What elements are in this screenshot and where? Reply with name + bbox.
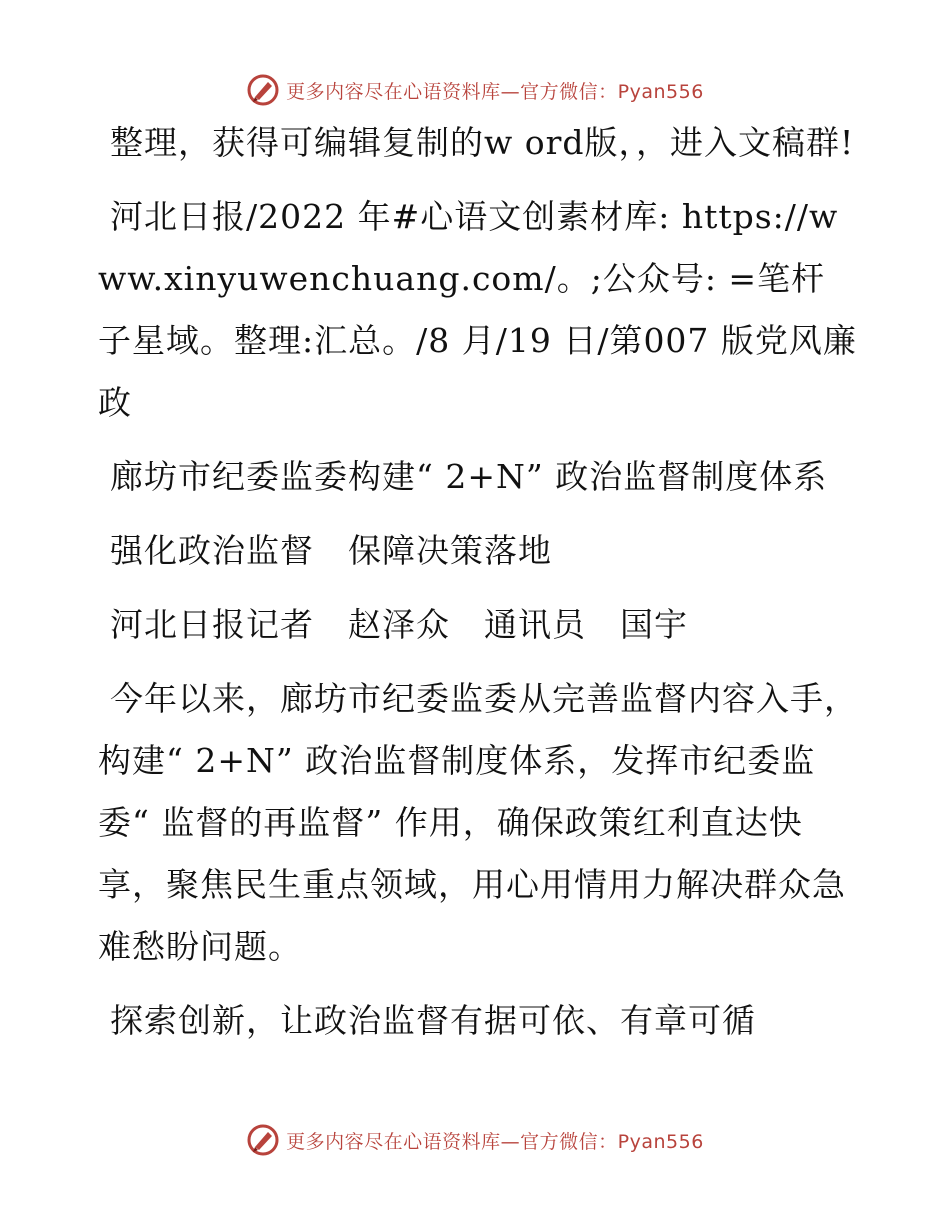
paragraph-intro: 整理，获得可编辑复制的w ord版，，进入文稿群! xyxy=(110,123,855,162)
pen-logo-icon xyxy=(246,73,280,107)
footer-banner-text: 更多内容尽在心语资料库—官方微信：Pyan556 xyxy=(286,1130,704,1153)
footer-banner xyxy=(0,1120,950,1160)
section-heading: 探索创新，让政治监督有据可依、有章可循 xyxy=(110,1001,756,1040)
article-subtitle: 强化政治监督 保障决策落地 xyxy=(110,531,552,570)
article-lead: 今年以来，廊坊市纪委监委从完善监督内容入手，构建“ 2+N” 政治监督制度体系，发挥市纪委监委“ 监督的再监督” 作用，确保政策红利直达快享，聚焦民生重点领域，用心用情用力解决群众急难愁盼问题。 xyxy=(98,679,858,966)
header-banner xyxy=(0,70,950,110)
pen-logo-icon xyxy=(246,1123,280,1157)
article-title: 廊坊市纪委监委构建“ 2+N” 政治监督制度体系 xyxy=(110,457,828,496)
article-byline: 河北日报记者 赵泽众 通讯员 国宇 xyxy=(110,605,688,644)
document-body xyxy=(98,112,858,1064)
paragraph-source: 河北日报/2022 年#心语文创素材库: https://www.xinyuwenchuang.com/。;公众号: =笔杆子星域。整理:汇总。/8 月/19 日/第007 版党风廉政 xyxy=(98,197,857,422)
header-banner-text: 更多内容尽在心语资料库—官方微信：Pyan556 xyxy=(286,80,704,103)
